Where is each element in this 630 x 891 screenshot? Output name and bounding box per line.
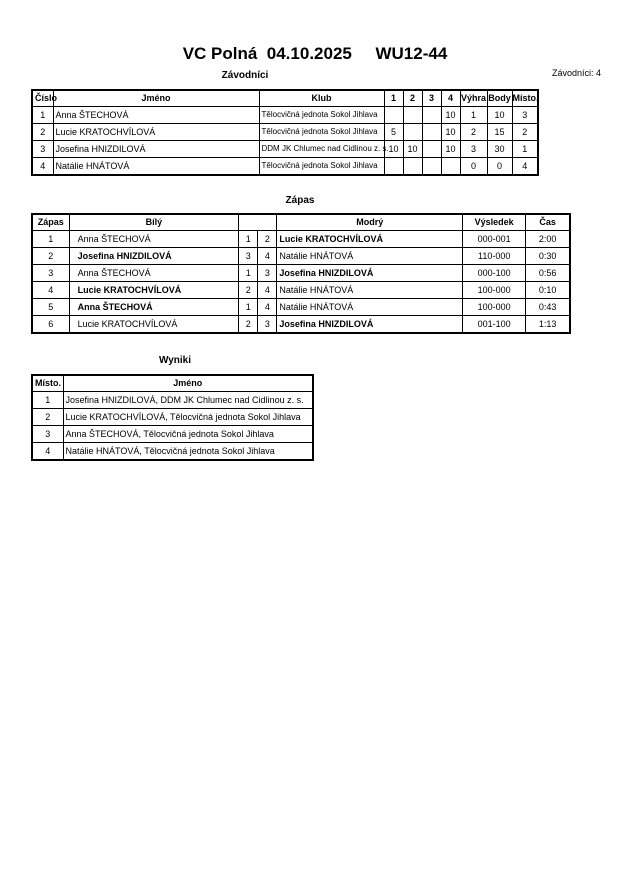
match-result: 100-000 [463,282,526,299]
round-score [422,124,441,141]
competitor-place: 4 [512,158,538,176]
round-score [422,141,441,158]
blue-competitor: Lucie KRATOCHVÍLOVÁ [277,231,463,248]
blue-number: 4 [258,282,277,299]
round-score: 10 [403,141,422,158]
round-score [441,158,460,176]
white-number: 1 [239,265,258,282]
match-number: 1 [32,231,69,248]
white-competitor: Anna ŠTECHOVÁ [69,299,239,316]
match-number: 4 [32,282,69,299]
round-score [384,158,403,176]
blue-competitor: Natálie HNÁTOVÁ [277,248,463,265]
result-row [32,392,313,409]
competitor-place: 2 [512,124,538,141]
competitor-name: Lucie KRATOCHVÍLOVÁ [53,124,259,141]
match-number: 5 [32,299,69,316]
competitors-header-row [32,90,538,107]
competitor-row [32,158,538,176]
blue-number: 4 [258,299,277,316]
round-score [403,158,422,176]
results-header-row [32,375,313,392]
col-header: Zápas [32,214,69,231]
col-header-spacer [239,214,277,231]
white-number: 1 [239,231,258,248]
competitor-name: Natálie HNÁTOVÁ [53,158,259,176]
col-header: 4 [441,90,460,107]
round-score: 10 [441,107,460,124]
result-name: Lucie KRATOCHVÍLOVÁ, Tělocvičná jednota Sokol Jihlava [63,409,313,426]
white-competitor: Anna ŠTECHOVÁ [69,265,239,282]
competitor-place: 1 [512,141,538,158]
competitor-row [32,107,538,124]
competitor-club: Tělocvičná jednota Sokol Jihlava [259,158,384,176]
result-row [32,443,313,461]
blue-competitor: Josefina HNIZDILOVÁ [277,316,463,334]
col-header: Číslo [32,90,53,107]
result-name: Natálie HNÁTOVÁ, Tělocvičná jednota Sokol Jihlava [63,443,313,461]
col-header: Čas [526,214,570,231]
match-row [32,231,570,248]
round-score [384,107,403,124]
col-header: Body [487,90,512,107]
col-header: Místo. [512,90,538,107]
match-result: 000-001 [463,231,526,248]
competitor-points: 0 [487,158,512,176]
col-header: Klub [259,90,384,107]
results-caption: Wyniki [158,355,192,366]
blue-number: 2 [258,231,277,248]
matches-table [31,213,571,334]
competitor-place: 3 [512,107,538,124]
white-competitor: Lucie KRATOCHVÍLOVÁ [69,282,239,299]
col-header: Jméno [63,375,313,392]
col-header: Výhra [460,90,487,107]
page-title: VC Polná 04.10.2025 WU12-44 [182,44,448,63]
competitor-number: 1 [32,107,53,124]
blue-number: 3 [258,316,277,334]
competitor-row [32,141,538,158]
match-time: 0:30 [526,248,570,265]
competitor-name: Anna ŠTECHOVÁ [53,107,259,124]
round-score [422,158,441,176]
result-name: Anna ŠTECHOVÁ, Tělocvičná jednota Sokol Jihlava [63,426,313,443]
match-time: 2:00 [526,231,570,248]
match-result: 000-100 [463,265,526,282]
round-score [403,124,422,141]
match-row [32,248,570,265]
blue-competitor: Natálie HNÁTOVÁ [277,299,463,316]
blue-competitor: Josefina HNIZDILOVÁ [277,265,463,282]
match-row [32,299,570,316]
competitor-number: 3 [32,141,53,158]
match-row [32,316,570,334]
round-score: 5 [384,124,403,141]
match-number: 6 [32,316,69,334]
col-header: Jméno [53,90,259,107]
result-name: Josefina HNIZDILOVÁ, DDM JK Chlumec nad Cidlinou z. s. [63,392,313,409]
result-place: 4 [32,443,63,461]
match-result: 100-000 [463,299,526,316]
matches-header-row [32,214,570,231]
blue-number: 4 [258,248,277,265]
competitor-count: Závodníci: 4 [552,68,602,78]
competitor-wins: 3 [460,141,487,158]
round-score [422,107,441,124]
match-result: 001-100 [463,316,526,334]
white-number: 3 [239,248,258,265]
results-table [31,374,314,461]
white-number: 2 [239,316,258,334]
competitor-wins: 2 [460,124,487,141]
match-time: 0:10 [526,282,570,299]
match-time: 1:13 [526,316,570,334]
competitor-name: Josefina HNIZDILOVÁ [53,141,259,158]
competitor-club: Tělocvičná jednota Sokol Jihlava [259,107,384,124]
col-header: Bílý [69,214,239,231]
col-header: Výsledek [463,214,526,231]
blue-competitor: Natálie HNÁTOVÁ [277,282,463,299]
round-score: 10 [441,141,460,158]
white-competitor: Lucie KRATOCHVÍLOVÁ [69,316,239,334]
match-result: 110-000 [463,248,526,265]
result-row [32,426,313,443]
result-row [32,409,313,426]
competitor-wins: 0 [460,158,487,176]
col-header: 1 [384,90,403,107]
competitor-wins: 1 [460,107,487,124]
white-competitor: Anna ŠTECHOVÁ [69,231,239,248]
competitor-points: 15 [487,124,512,141]
match-time: 0:56 [526,265,570,282]
match-row [32,282,570,299]
competitor-points: 10 [487,107,512,124]
white-competitor: Josefina HNIZDILOVÁ [69,248,239,265]
col-header: Místo. [32,375,63,392]
match-number: 2 [32,248,69,265]
competitor-club: Tělocvičná jednota Sokol Jihlava [259,124,384,141]
competitors-caption: Závodníci [221,70,269,81]
match-number: 3 [32,265,69,282]
match-row [32,265,570,282]
result-place: 3 [32,426,63,443]
match-time: 0:43 [526,299,570,316]
competitor-number: 4 [32,158,53,176]
competitor-row [32,124,538,141]
matches-caption: Zápas [285,195,315,206]
result-place: 2 [32,409,63,426]
round-score [403,107,422,124]
blue-number: 3 [258,265,277,282]
competitors-table [31,89,539,176]
white-number: 2 [239,282,258,299]
col-header: Modrý [277,214,463,231]
col-header: 2 [403,90,422,107]
competitor-number: 2 [32,124,53,141]
competitor-points: 30 [487,141,512,158]
result-place: 1 [32,392,63,409]
round-score: 10 [384,141,403,158]
competitor-club: DDM JK Chlumec nad Cidlinou z. s. [259,141,384,158]
white-number: 1 [239,299,258,316]
col-header: 3 [422,90,441,107]
round-score: 10 [441,124,460,141]
